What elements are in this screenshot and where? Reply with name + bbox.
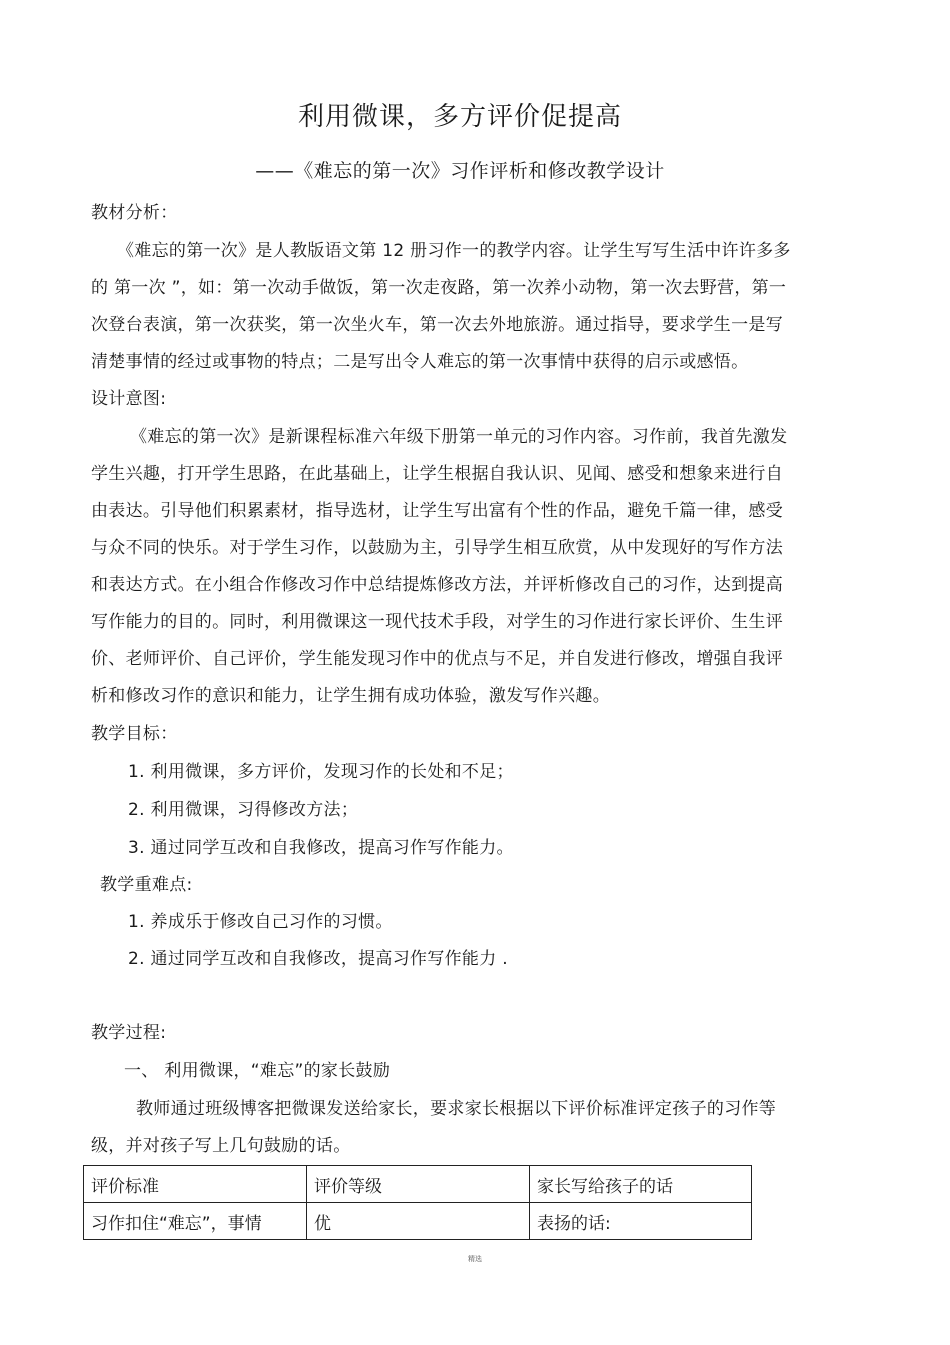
table-cell: 优 <box>307 1203 530 1240</box>
list-item: 1. 利用微课，多方评价，发现习作的长处和不足； <box>128 762 514 782</box>
paragraph-line: 教师通过班级博客把微课发送给家长，要求家长根据以下评价标准评定孩子的习作等 <box>136 1099 777 1119</box>
paragraph-line: 次登台表演，第一次获奖，第一次坐火车，第一次去外地旅游。通过指导，要求学生一是写 <box>91 315 783 335</box>
heading-key-points: 教学重难点: <box>100 875 193 895</box>
table-cell: 习作扣住“难忘”，事情 <box>84 1203 307 1240</box>
paragraph-line: 和表达方式。在小组合作修改习作中总结提炼修改方法，并评析修改自己的习作，达到提高 <box>91 575 783 595</box>
list-item: 1. 养成乐于修改自己习作的习惯。 <box>128 912 393 932</box>
table-header-cell: 家长写给孩子的话 <box>530 1166 752 1203</box>
paragraph-line: 级，并对孩子写上几句鼓励的话。 <box>91 1136 351 1156</box>
paragraph-line: 《难忘的第一次》是新课程标准六年级下册第一单元的习作内容。习作前，我首先激发 <box>130 427 788 447</box>
document-subtitle: ——《难忘的第一次》习作评析和修改教学设计 <box>255 160 665 182</box>
paragraph-line: 《难忘的第一次》是人教版语文第 12 册习作一的教学内容。让学生写写生活中许许多多 <box>117 241 791 261</box>
heading-teaching-goals: 教学目标： <box>91 724 178 744</box>
list-item: 2. 利用微课，习得修改方法； <box>128 800 359 820</box>
table-header-row <box>84 1166 752 1203</box>
table-row <box>84 1203 752 1240</box>
heading-teaching-process: 教学过程: <box>91 1023 167 1043</box>
paragraph-line: 析和修改习作的意识和能力，让学生拥有成功体验，激发写作兴趣。 <box>91 686 610 706</box>
table-header-cell: 评价等级 <box>307 1166 530 1203</box>
process-step-heading: 一、 利用微课，“难忘”的家长鼓励 <box>124 1061 391 1081</box>
document-title: 利用微课，多方评价促提高 <box>297 102 622 132</box>
list-item: 3. 通过同学互改和自我修改，提高习作写作能力。 <box>128 838 514 858</box>
paragraph-line: 由表达。引导他们积累素材，指导选材，让学生写出富有个性的作品，避免千篇一律，感受 <box>91 501 783 521</box>
paragraph-line: 价、老师评价、自己评价，学生能发现习作中的优点与不足，并自发进行修改，增强自我评 <box>91 649 783 669</box>
table-header-cell: 评价标准 <box>84 1166 307 1203</box>
heading-design-intent: 设计意图: <box>91 389 167 409</box>
paragraph-line: 与众不同的快乐。对于学生习作，以鼓励为主，引导学生相互欣赏，从中发现好的写作方法 <box>91 538 783 558</box>
paragraph-line: 的 第一次 ”，如：第一次动手做饭，第一次走夜路，第一次养小动物，第一次去野营，第一 <box>91 278 787 298</box>
evaluation-table <box>83 1165 752 1240</box>
paragraph-line: 清楚事情的经过或事物的特点；二是写出令人难忘的第一次事情中获得的启示或感悟。 <box>91 352 749 372</box>
page-footer: 精选 <box>468 1255 482 1263</box>
paragraph-line: 学生兴趣，打开学生思路，在此基础上，让学生根据自我认识、见闻、感受和想象来进行自 <box>91 464 783 484</box>
heading-material-analysis: 教材分析： <box>91 203 178 223</box>
paragraph-line: 写作能力的目的。同时，利用微课这一现代技术手段，对学生的习作进行家长评价、生生评 <box>91 612 783 632</box>
list-item: 2. 通过同学互改和自我修改，提高习作写作能力 . <box>128 949 508 969</box>
table-cell: 表扬的话: <box>530 1203 752 1240</box>
